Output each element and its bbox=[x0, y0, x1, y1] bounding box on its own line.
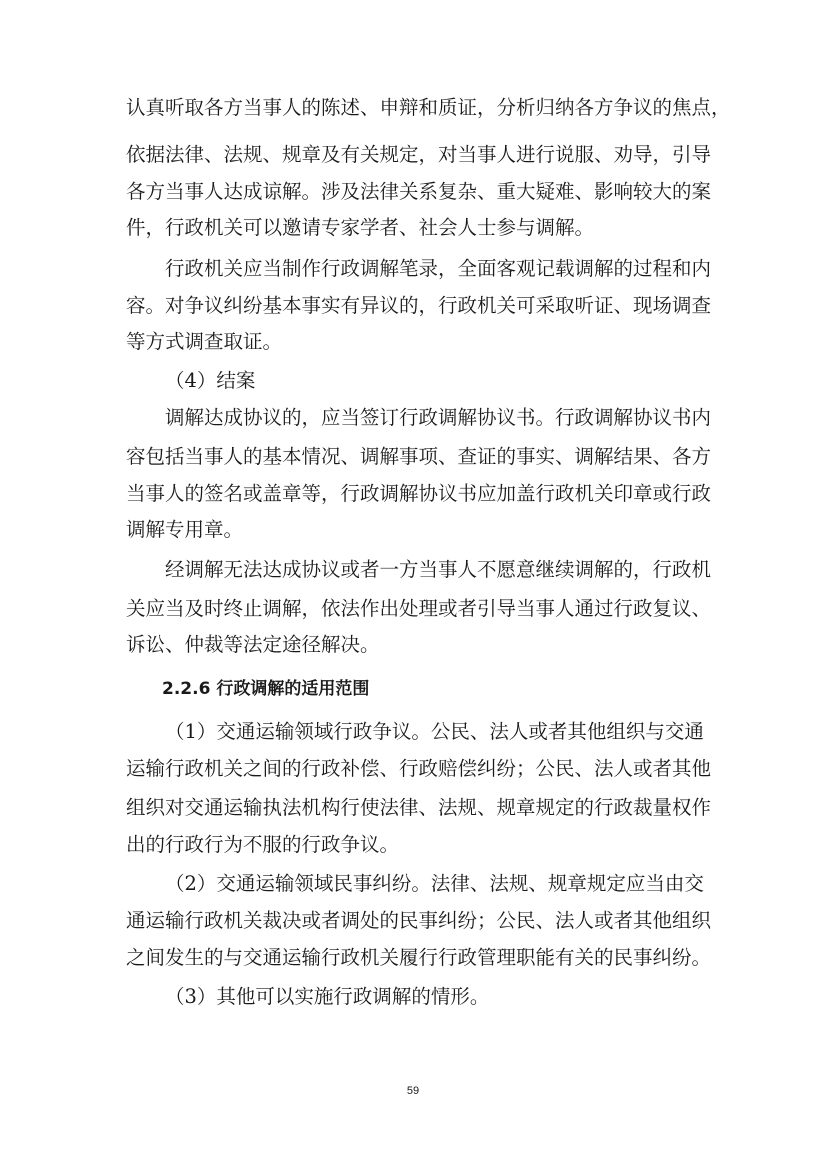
body-text-line: 关应当及时终止调解，依法作出处理或者引导当事人通过行政复议、 bbox=[126, 597, 712, 620]
subsection-label: （4）结案 bbox=[165, 369, 256, 392]
body-text-line: 运输行政机关之间的行政补偿、行政赔偿纠纷；公民、法人或者其他 bbox=[126, 757, 712, 780]
body-text-line: 认真听取各方当事人的陈述、申辩和质证，分析归纳各方争议的焦点， bbox=[126, 96, 731, 119]
body-text-line: 容。对争议纠纷基本事实有异议的，行政机关可采取听证、现场调查 bbox=[126, 294, 712, 317]
body-text-line: 各方当事人达成谅解。涉及法律关系复杂、重大疑难、影响较大的案 bbox=[126, 180, 712, 203]
body-text-line: 依据法律、法规、规章及有关规定，对当事人进行说服、劝导，引导 bbox=[126, 143, 712, 166]
body-text-line: 通运输行政机关裁决或者调处的民事纠纷；公民、法人或者其他组织 bbox=[126, 909, 712, 932]
body-text-line: （3）其他可以实施行政调解的情形。 bbox=[165, 985, 490, 1008]
body-text-line: （1）交通运输领域行政争议。公民、法人或者其他组织与交通 bbox=[165, 720, 704, 743]
body-text-line: 件，行政机关可以邀请专家学者、社会人士参与调解。 bbox=[126, 216, 595, 239]
body-text-line: 行政机关应当制作行政调解笔录，全面客观记载调解的过程和内 bbox=[165, 257, 712, 280]
section-heading: 2.2.6 行政调解的适用范围 bbox=[162, 679, 370, 699]
body-text-line: 容包括当事人的基本情况、调解事项、查证的事实、调解结果、各方 bbox=[126, 445, 712, 468]
body-text-line: 之间发生的与交通运输行政机关履行行政管理职能有关的民事纠纷。 bbox=[126, 946, 712, 969]
body-text-line: 调解专用章。 bbox=[126, 518, 244, 541]
page-number: 59 bbox=[406, 1085, 420, 1097]
body-text-line: 经调解无法达成协议或者一方当事人不愿意继续调解的，行政机 bbox=[165, 558, 712, 581]
body-text-line: 诉讼、仲裁等法定途径解决。 bbox=[126, 633, 380, 656]
body-text-line: 等方式调查取证。 bbox=[126, 330, 283, 353]
body-text-line: 当事人的签名或盖章等，行政调解协议书应加盖行政机关印章或行政 bbox=[126, 482, 712, 505]
body-text-line: 组织对交通运输执法机构行使法律、法规、规章规定的行政裁量权作 bbox=[126, 796, 712, 819]
body-text-line: 调解达成协议的，应当签订行政调解协议书。行政调解协议书内 bbox=[165, 406, 712, 429]
body-text-line: （2）交通运输领域民事纠纷。法律、法规、规章规定应当由交 bbox=[165, 872, 704, 895]
body-text-line: 出的行政行为不服的行政争议。 bbox=[126, 833, 400, 856]
